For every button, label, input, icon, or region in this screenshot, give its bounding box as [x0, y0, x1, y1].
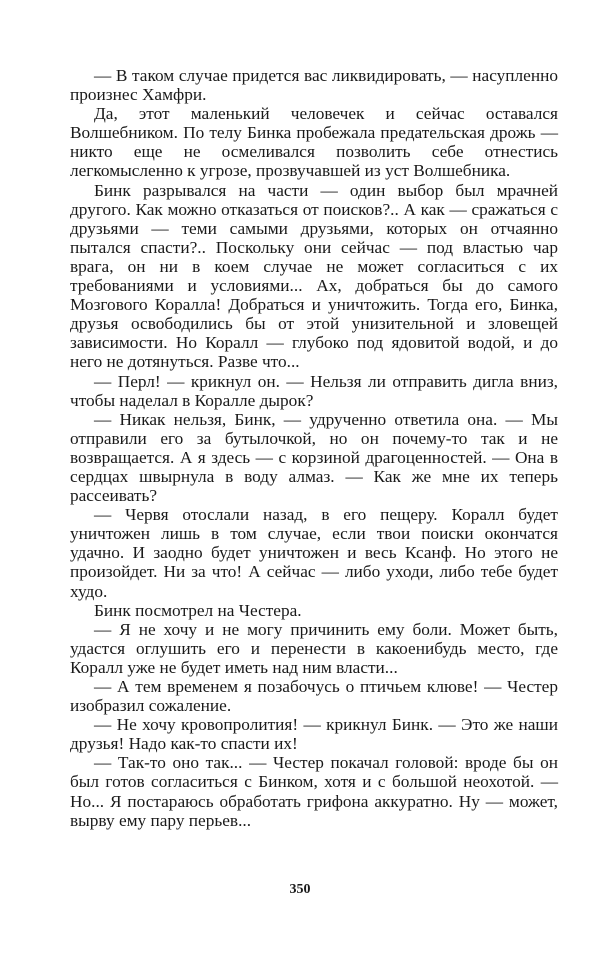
paragraph: — Перл! — крикнул он. — Нельзя ли отправить дигла вниз, чтобы наделал в Коралле дырок?: [70, 371, 558, 410]
paragraph: — Червя отослали назад, в его пещеру. Коралл будет уничтожен лишь в том случае, если твои поиски окончатся удачно. И заодно будет уничтожен и весь Ксанф. Но этого не произойдет. Ни за что! А сейчас — либо уходи, либо тебе будет худо.: [70, 505, 558, 601]
paragraph: — Так-то оно так... — Честер покачал головой: вроде бы он был готов согласиться с Бинком, хотя и с большой неохотой. — Но... Я постараюсь обработать грифона аккуратно. Ну — может, вырву ему пару перьев...: [70, 753, 558, 830]
paragraph: — Не хочу кровопролития! — крикнул Бинк. — Это же наши друзья! Надо как-то спасти их!: [70, 715, 558, 754]
page-number: 350: [289, 882, 311, 897]
paragraph: — В таком случае придется вас ликвидировать, — насупленно произнес Хамфри.: [70, 66, 558, 105]
paragraph: — Я не хочу и не могу причинить ему боли. Может быть, удастся оглушить его и перенести в какоенибудь место, где Коралл уже не будет иметь над ним власти...: [70, 619, 558, 677]
paragraph: — А тем временем я позабочусь о птичьем клюве! — Честер изобразил сожаление.: [70, 677, 558, 716]
text-block: [70, 66, 558, 830]
paragraph: Да, этот маленький человечек и сейчас оставался Волшебником. По телу Бинка пробежала предательская дрожь — никто еще не осмеливался позволить себе отнестись легкомысленно к угрозе, прозвучавшей из уст Волшебника.: [70, 104, 558, 181]
paragraph: — Никак нельзя, Бинк, — удрученно ответила она. — Мы отправили его за бутылочкой, но он почему-то так и не возвращается. А я здесь — с корзиной драгоценностей. — Она в сердцах швырнула в воду алмаз. — Как же мне их теперь рассеивать?: [70, 409, 558, 506]
paragraph: Бинк разрывался на части — один выбор был мрачней другого. Как можно отказаться от поисков?.. А как — сражаться с друзьями — теми самыми друзьями, которых он отчаянно пытался спасти?.. Поскольку они сейчас — под властью чар врага, он ни в коем случае не может согласиться с их требованиями и условиями... Ах, добраться бы до самого Мозгового Коралла! Добраться и уничтожить. Тогда его, Бинка, друзья освободились бы от этой унизительной и зловещей зависимости. Но Коралл — глубоко под ядовитой водой, и до него не дотянуться. Разве что...: [70, 180, 558, 372]
paragraph: Бинк посмотрел на Честера.: [94, 600, 302, 620]
